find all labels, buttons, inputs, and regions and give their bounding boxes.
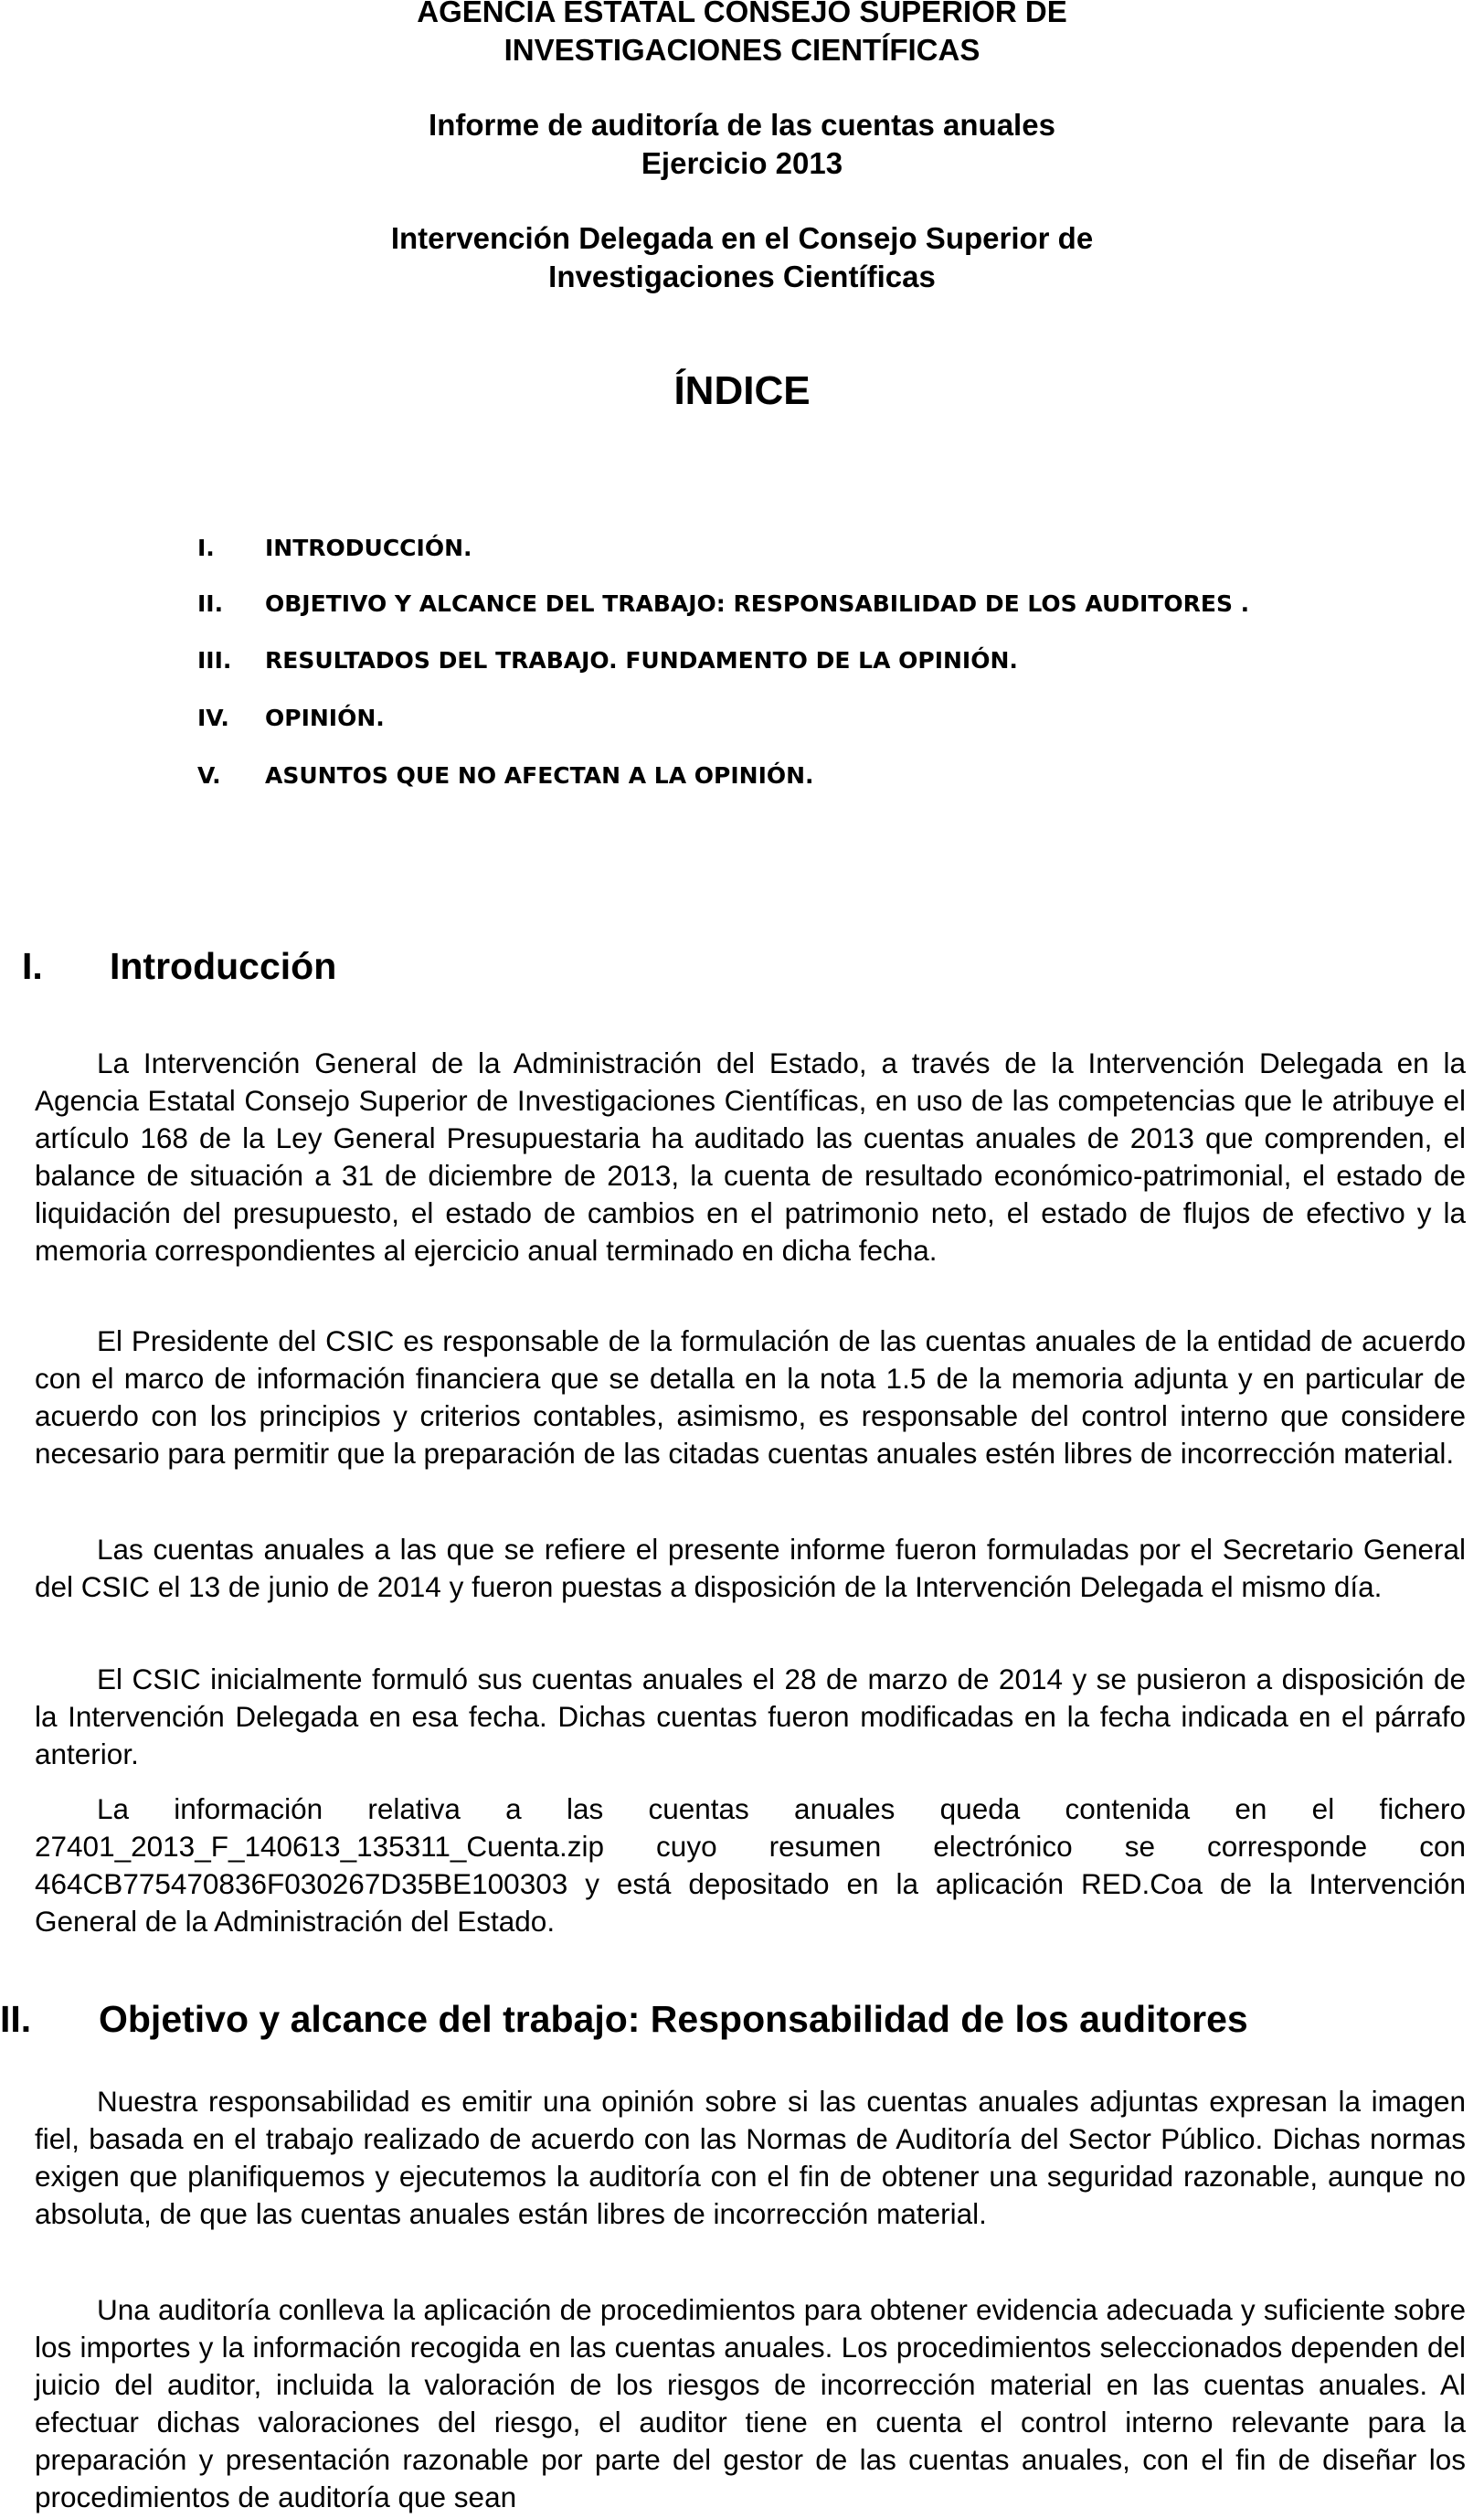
section-number: II. xyxy=(0,1998,32,2040)
report-title xyxy=(0,106,1484,183)
section-title: Introducción xyxy=(110,945,337,987)
section-title: Objetivo y alcance del trabajo: Responsabilidad de los auditores xyxy=(99,1998,1248,2040)
organization-title xyxy=(0,0,1484,69)
toc-item-label: RESULTADOS DEL TRABAJO. FUNDAMENTO DE LA OPINIÓN. xyxy=(265,647,1018,674)
toc-item-number: V. xyxy=(197,762,221,789)
toc-item-opinion[interactable] xyxy=(0,705,1484,741)
department-title-line-1: Intervención Delegada en el Consejo Superior de xyxy=(390,221,1094,255)
paragraph: Una auditoría conlleva la aplicación de procedimientos para obtener evidencia adecuada y suficiente sobre los importes y la información recogida en las cuentas anuales. Los procedimientos seleccionados dependen del juicio del auditor, incluida la valoración de los riesgos de incorrección material en las cuentas anuales. Al efectuar dichas valoraciones del riesgo, el auditor tiene en cuenta el control interno relevante para la preparación y presentación razonable por parte del gestor de las cuentas anuales, con el fin de diseñar los procedimientos de auditoría que sean xyxy=(35,2293,1466,2513)
toc-item-number: II. xyxy=(197,590,224,617)
toc-title: ÍNDICE xyxy=(673,368,811,413)
organization-title-line-2: INVESTIGACIONES CIENTÍFICAS xyxy=(504,33,980,67)
toc-item-number: IV. xyxy=(197,705,229,731)
report-title-line-1: Informe de auditoría de las cuentas anuales xyxy=(429,108,1055,142)
department-title xyxy=(0,219,1484,296)
toc-item-asuntos[interactable] xyxy=(0,762,1484,799)
toc-item-label: OBJETIVO Y ALCANCE DEL TRABAJO: RESPONSABILIDAD DE LOS AUDITORES . xyxy=(265,590,1250,617)
department-title-line-2: Investigaciones Científicas xyxy=(548,260,936,293)
paragraph: La información relativa a las cuentas anuales queda contenida en el fichero 27401_2013_F_140613_135311_Cuenta.zip cuyo resumen electrónico se corresponde con 464CB775470836F030267D35BE100303 y está depositado en la aplicación RED.Coa de la Intervención General de la Administración del Estado. xyxy=(35,1792,1466,1938)
toc-item-objetivo[interactable] xyxy=(0,590,1484,627)
toc-item-resultados[interactable] xyxy=(0,647,1484,684)
paragraph: El CSIC inicialmente formuló sus cuentas anuales el 28 de marzo de 2014 y se pusieron a disposición de la Intervención Delegada en esa fecha. Dichas cuentas fueron modificadas en la fecha indicada en el párrafo anterior. xyxy=(35,1663,1466,1770)
section-number: I. xyxy=(22,945,43,987)
toc-item-number: I. xyxy=(197,535,215,561)
toc-item-introduccion[interactable] xyxy=(0,535,1484,571)
organization-title-line-1: AGENCIA ESTATAL CONSEJO SUPERIOR DE xyxy=(417,0,1067,28)
toc-item-label: OPINIÓN. xyxy=(265,705,385,731)
toc-item-number: III. xyxy=(197,647,232,674)
paragraph: Nuestra responsabilidad es emitir una opinión sobre si las cuentas anuales adjuntas expresan la imagen fiel, basada en el trabajo realizado de acuerdo con las Normas de Auditoría del Sector Público. Dichas normas exigen que planifiquemos y ejecutemos la auditoría con el fin de obtener una seguridad razonable, aunque no absoluta, de que las cuentas anuales están libres de incorrección material. xyxy=(35,2085,1466,2230)
paragraph: Las cuentas anuales a las que se refiere el presente informe fueron formuladas por el Secretario General del CSIC el 13 de junio de 2014 y fueron puestas a disposición de la Intervención Delegada el mismo día. xyxy=(35,1533,1466,1603)
report-year: Ejercicio 2013 xyxy=(641,146,843,180)
paragraph: La Intervención General de la Administración del Estado, a través de la Intervención Delegada en la Agencia Estatal Consejo Superior de Investigaciones Científicas, en uso de las competencias que le atribuye el artículo 168 de la Ley General Presupuestaria ha auditado las cuentas anuales de 2013 que comprenden, el balance de situación a 31 de diciembre de 2013, la cuenta de resultado económico-patrimonial, el estado de liquidación del presupuesto, el estado de cambios en el patrimonio neto, el estado de flujos de efectivo y la memoria correspondientes al ejercicio anual terminado en dicha fecha. xyxy=(35,1047,1466,1267)
paragraph: El Presidente del CSIC es responsable de la formulación de las cuentas anuales de la entidad de acuerdo con el marco de información financiera que se detalla en la nota 1.5 de la memoria adjunta y en particular de acuerdo con los principios y criterios contables, asimismo, es responsable del control interno que considere necesario para permitir que la preparación de las citadas cuentas anuales estén libres de incorrección material. xyxy=(35,1324,1466,1470)
toc-item-label: INTRODUCCIÓN. xyxy=(265,535,472,561)
toc-item-label: ASUNTOS QUE NO AFECTAN A LA OPINIÓN. xyxy=(265,762,814,789)
